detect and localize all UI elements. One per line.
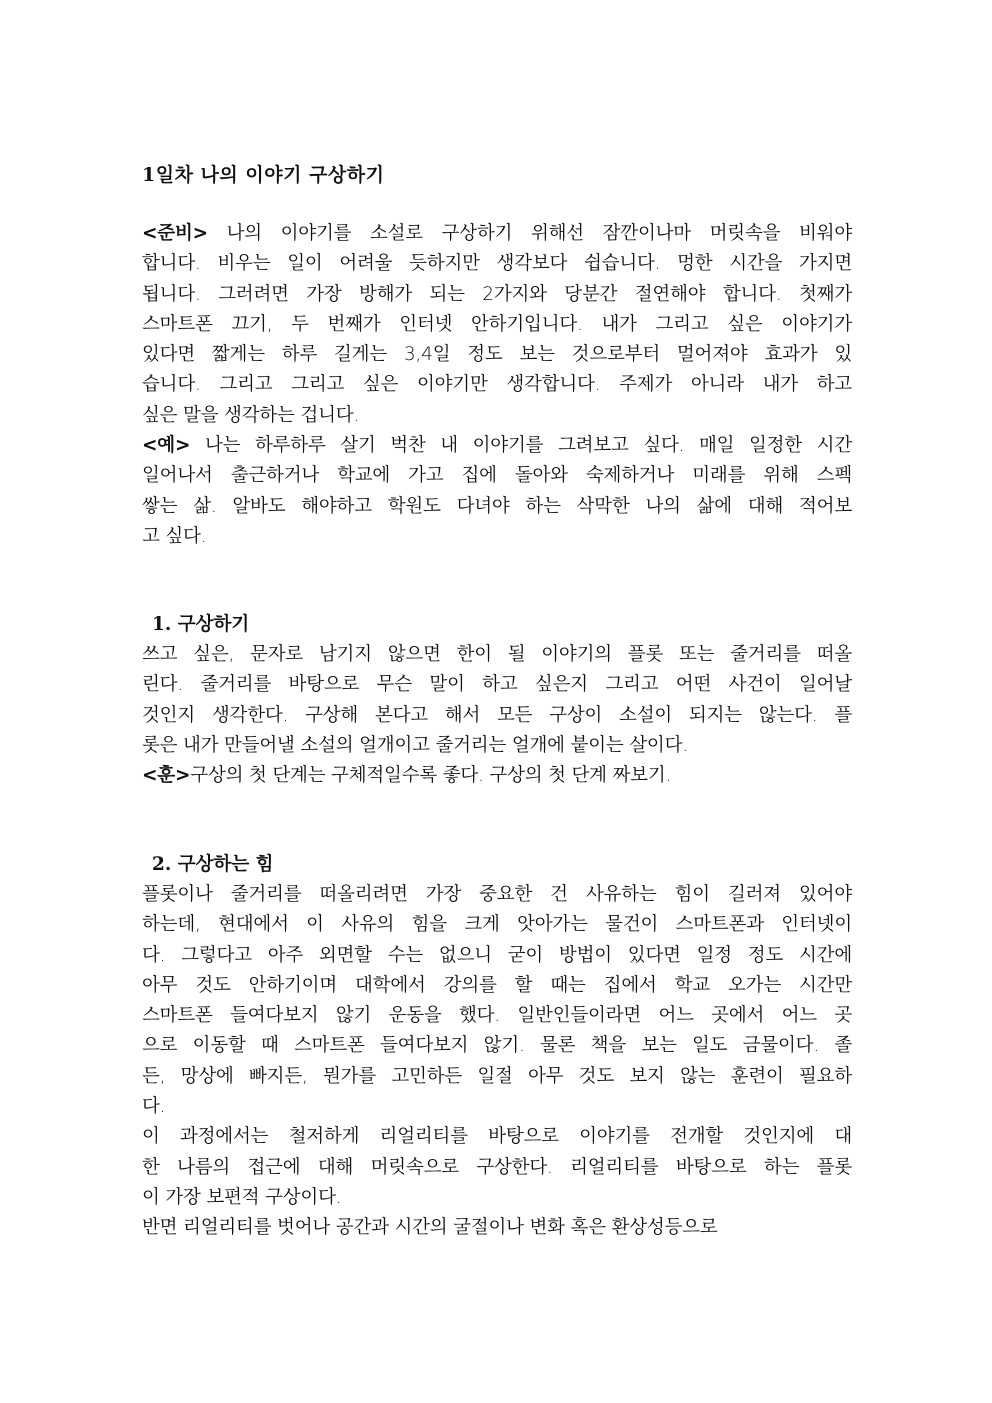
tip-line: <훈>구상의 첫 단계는 구체적일수록 좋다. 구상의 첫 단계 짜보기. [142,765,672,787]
section-line: 롯은 내가 만들어낼 소설의 얼개이고 줄거리는 얼개에 붙이는 살이다. [142,734,688,756]
section-heading: 1. 구상하기 [152,614,250,635]
prep-line: 합니다. 비우는 일이 어려울 듯하지만 생각보다 쉽습니다. 멍한 시간을 가지면 [142,253,852,275]
example-tag: <예> [142,435,191,457]
section-line: 쓰고 싶은, 문자로 남기지 않으면 한이 될 이야기의 플롯 또는 줄거리를 떠올 [142,644,852,665]
intro-block [142,219,852,552]
section-line: 것인지 생각한다. 구상해 본다고 해서 모든 구상이 소설이 되지는 않는다. 플 [142,704,852,726]
section-line: 린다. 줄거리를 바탕으로 무슨 말이 하고 싶은지 그리고 어떤 사건이 일어날 [142,674,852,696]
section-heading: 2. 구상하는 힘 [152,854,274,875]
section-line: 한 나름의 접근에 대해 머릿속으로 구상한다. 리얼리티를 바탕으로 하는 플롯 [142,1156,852,1178]
prep-tag: <준비> [142,223,208,244]
prep-line: 싶은 말을 생각하는 겁니다. [142,404,360,426]
prep-line: <준비> 나의 이야기를 소설로 구상하기 위해선 잠깐이나마 머릿속을 비워야 [142,223,852,244]
prep-line: 있다면 짧게는 하루 길게는 3,4일 정도 보는 것으로부터 멀어져야 효과가 있 [142,344,852,366]
example-line: 일어나서 출근하거나 학교에 가고 집에 돌아와 숙제하거나 미래를 위해 스펙 [142,465,852,487]
section-line: 반면 리얼리티를 벗어나 공간과 시간의 굴절이나 변화 혹은 환상성등으로 [142,1217,718,1239]
section-line: 다. [142,1096,166,1118]
section-line: 아무 것도 안하기이며 대학에서 강의를 할 때는 집에서 학교 오가는 시간만 [142,974,852,996]
example-line: 고 싶다. [142,525,207,547]
section-line: 스마트폰 들여다보지 않기 운동을 했다. 일반인들이라면 어느 곳에서 어느 곳 [142,1005,852,1027]
example-line: <예> 나는 하루하루 살기 벅찬 내 이야기를 그려보고 싶다. 매일 일정한 시간 [142,435,852,457]
section-line: 플롯이나 줄거리를 떠올리려면 가장 중요한 건 사유하는 힘이 길러져 있어야 [142,884,852,905]
section-line: 이 가장 보편적 구상이다. [142,1186,342,1208]
section-2 [142,850,852,1244]
prep-line: 습니다. 그리고 그리고 싶은 이야기만 생각합니다. 주제가 아니라 내가 하고 [142,374,852,396]
section-line: 이 과정에서는 철저하게 리얼리티를 바탕으로 이야기를 전개할 것인지에 대 [142,1126,852,1148]
prep-line: 스마트폰 끄기, 두 번째가 인터넷 안하기입니다. 내가 그리고 싶은 이야기가 [142,313,852,335]
section-line: 하는데, 현대에서 이 사유의 힘을 크게 앗아가는 물건이 스마트폰과 인터넷이 [142,914,852,936]
prep-line: 됩니다. 그러려면 가장 방해가 되는 2가지와 당분간 절연해야 합니다. 첫째가 [142,283,852,305]
page-title: 1일차 나의 이야기 구상하기 [142,164,385,186]
section-line: 으로 이동할 때 스마트폰 들여다보지 않기. 물론 책을 보는 일도 금물이다. 졸 [142,1035,852,1057]
tip-tag: <훈> [142,765,191,787]
section-line: 든, 망상에 빠지든, 뭔가를 고민하든 일절 아무 것도 보지 않는 훈련이 필요하 [142,1065,852,1087]
example-line: 쌓는 삶. 알바도 해야하고 학원도 다녀야 하는 삭막한 나의 삶에 대해 적어보 [142,495,852,517]
section-line: 다. 그렇다고 아주 외면할 수는 없으니 굳이 방법이 있다면 일정 정도 시간에 [142,944,852,966]
section-1 [142,610,852,791]
